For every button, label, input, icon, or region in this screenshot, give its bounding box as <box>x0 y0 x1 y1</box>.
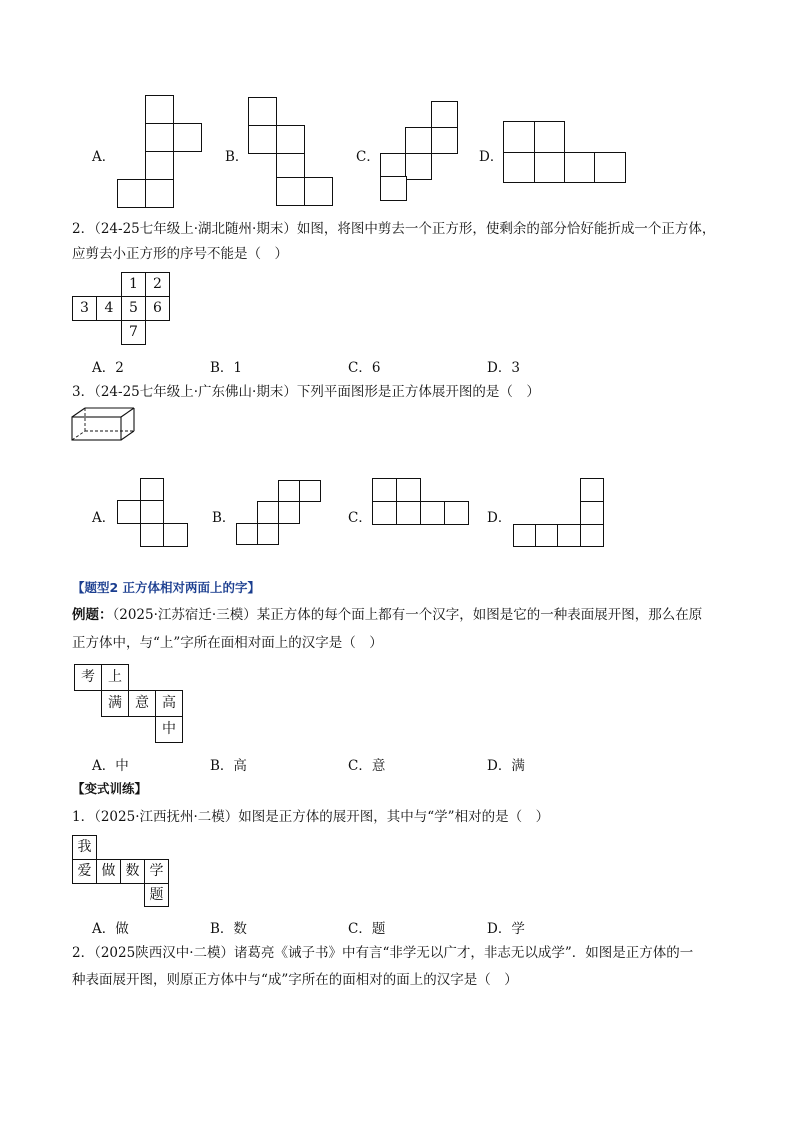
q3-option-d-label: D． <box>487 510 512 526</box>
grid-cell: 1 <box>121 272 146 297</box>
practice-q1-option-b: B．数 <box>210 921 247 937</box>
practice-q1-text: 1．（2025·江西抚州·二模）如图是正方体的展开图，其中与“学”相对的是（ ） <box>72 809 550 825</box>
example-option-a: A．中 <box>92 758 129 774</box>
q2-option-a: A．2 <box>92 360 124 376</box>
example-option-c: C．意 <box>348 758 386 774</box>
practice-q1-option-d: D．学 <box>487 921 525 937</box>
grid-cell: 数 <box>120 859 145 884</box>
grid-cell: 上 <box>101 664 129 691</box>
grid-cell: 7 <box>121 320 146 345</box>
grid-cell: 我 <box>72 835 97 860</box>
q2-option-c: C．6 <box>348 360 381 376</box>
grid-cell: 题 <box>144 883 169 907</box>
q3-option-a-label: A． <box>92 510 116 526</box>
example-option-b: B．高 <box>210 758 247 774</box>
grid-cell: 2 <box>145 272 170 297</box>
q3-option-b-label: B． <box>212 510 236 526</box>
section-title: 【题型2 正方体相对两面上的字】 <box>72 580 261 595</box>
practice-q1-option-a: A．做 <box>92 921 129 937</box>
q3-text-line1: 3．（24-25七年级上·广东佛山·期末）下列平面图形是正方体展开图的是（ ） <box>72 384 540 400</box>
practice-q2-text-line1: 2．（2025陕西汉中·二模）诸葛亮《诫子书》中有言“非学无以广才，非志无以成学”．如图是正方体的一 <box>72 945 694 961</box>
q2-text-line2: 应剪去小正方形的序号不能是（ ） <box>72 246 288 262</box>
grid-cell: 5 <box>121 296 146 321</box>
q2-option-d: D．3 <box>487 360 520 376</box>
grid-cell: 高 <box>155 690 183 717</box>
practice-q1-option-c: C．题 <box>348 921 386 937</box>
grid-cell: 考 <box>74 664 102 691</box>
grid-cell: 满 <box>101 690 129 717</box>
grid-cell: 爱 <box>72 859 97 884</box>
option-b-label: B． <box>225 149 249 165</box>
option-c-label: C． <box>356 149 380 165</box>
grid-cell: 意 <box>128 690 156 717</box>
q2-text-line1: 2．（24-25七年级上·湖北随州·期末）如图，将图中剪去一个正方形，使剩余的部分恰好能折成一个正方体， <box>72 221 716 237</box>
example-label: 例题： <box>72 607 113 623</box>
option-a-label: A． <box>92 149 116 165</box>
q3-option-c-label: C． <box>348 510 372 526</box>
example-text-line1 <box>72 606 702 624</box>
practice-q2-text-line2: 种表面展开图，则原正方体中与“成”字所在的面相对的面上的汉字是（ ） <box>72 972 518 988</box>
example-option-d: D．满 <box>487 758 525 774</box>
practice-title: 【变式训练】 <box>72 781 148 796</box>
cube-figure <box>70 406 136 442</box>
example-line1: （2025·江苏宿迁·三模）某正方体的每个面上都有一个汉字，如图是它的一种表面展开图，那么在原 <box>112 607 703 623</box>
grid-cell: 4 <box>96 296 122 321</box>
grid-cell: 6 <box>145 296 170 321</box>
grid-cell: 中 <box>155 716 183 743</box>
example-text-line2: 正方体中，与“上”字所在面相对面上的汉字是（ ） <box>72 635 383 651</box>
option-d-label: D． <box>479 149 504 165</box>
grid-cell: 学 <box>144 859 169 884</box>
grid-cell: 做 <box>96 859 121 884</box>
grid-cell: 3 <box>72 296 97 321</box>
q2-option-b: B．1 <box>210 360 243 376</box>
